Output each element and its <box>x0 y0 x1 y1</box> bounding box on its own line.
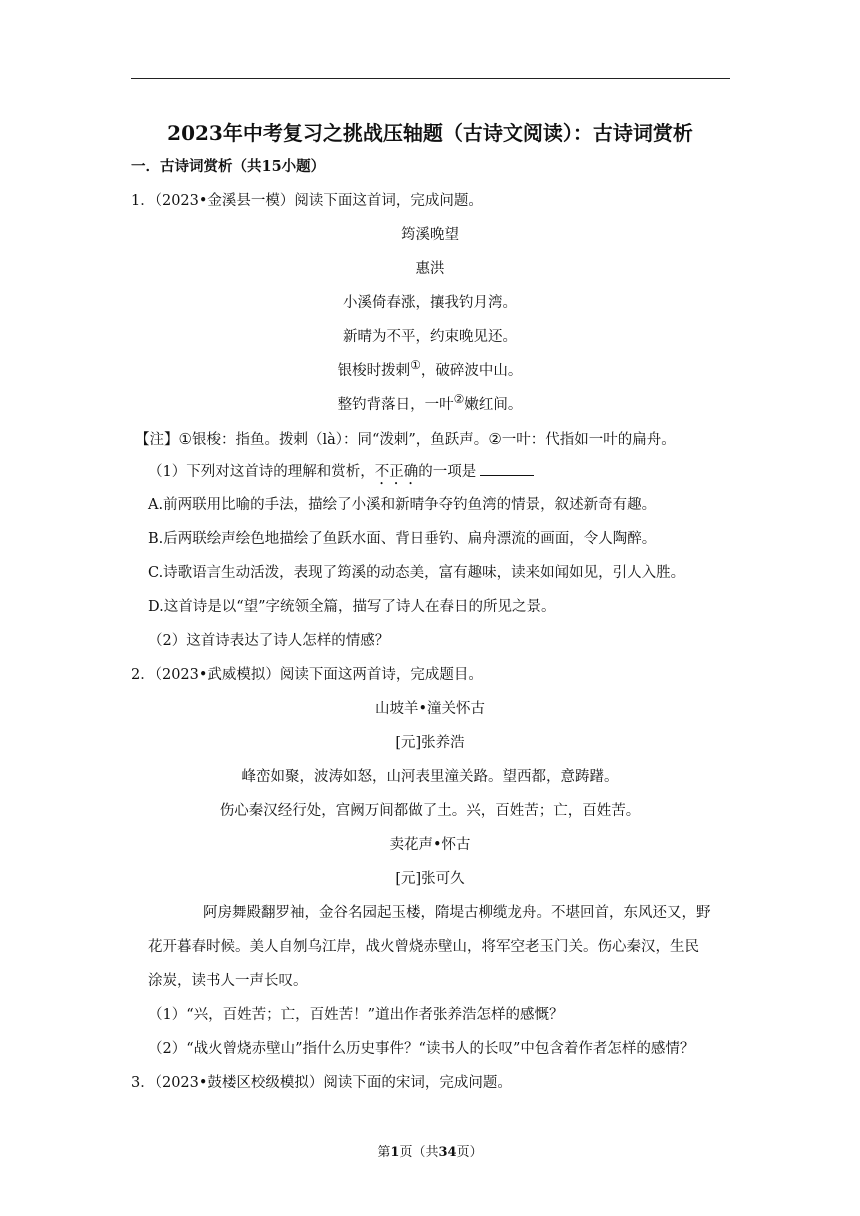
q2-sub1: （1）“兴，百姓苦；亡，百姓苦！”道出作者张养浩怎样的感慨？ <box>148 1007 564 1023</box>
note-marker-1: ① <box>410 358 421 373</box>
q2-poem2-author: [元]张可久 <box>395 871 465 887</box>
emphasis-text: 不正确 <box>374 464 419 480</box>
q2-poem1-line-1: 峰峦如聚，波涛如怒，山河表里潼关路。望西都，意踌躇。 <box>241 769 619 785</box>
q2-sub2: （2）“战火曾烧赤壁山”指什么历史事件？“读书人的长叹”中包含着作者怎样的感情？ <box>148 1041 695 1057</box>
q1-poem-title: 筠溪晚望 <box>401 227 459 243</box>
q1-option-b: B.后两联绘声绘色地描绘了鱼跃水面、背日垂钓、扁舟漂流的画面，令人陶醉。 <box>148 531 657 547</box>
q2-stem: 2．（2023•武威模拟）阅读下面这两首诗，完成题目。 <box>131 667 483 683</box>
header-rule <box>131 78 730 79</box>
note-marker-2: ② <box>453 392 465 407</box>
page-total: 34 <box>438 1145 457 1160</box>
q1-poem-line-3: 银梭时拨剌①，破碎波中山。 <box>337 358 523 379</box>
q1-option-c: C.诗歌语言生动活泼，表现了筠溪的动态美，富有趣味，读来如闻如见，引人入胜。 <box>148 565 686 581</box>
q1-author: 惠洪 <box>415 261 445 277</box>
page-number: 1 <box>390 1145 400 1160</box>
q2-poem2-title: 卖花声•怀古 <box>389 837 471 853</box>
q2-poem1-title: 山坡羊•潼关怀古 <box>374 701 486 717</box>
section-heading: 一．古诗词赏析（共15小题） <box>131 158 326 175</box>
q1-option-a: A.前两联用比喻的手法，描绘了小溪和新晴争夺钓鱼湾的情景，叙述新奇有趣。 <box>148 497 657 513</box>
q1-sub1: （1）下列对这首诗的理解和赏析，不正确的一项是 <box>148 461 860 488</box>
q2-poem1-author: [元]张养浩 <box>395 735 465 751</box>
page-footer: 第1页（共34页） <box>377 1145 483 1160</box>
answer-blank <box>480 461 534 476</box>
q1-poem-line-2: 新晴为不平，约束晚见还。 <box>343 329 517 345</box>
q1-sub2: （2）这首诗表达了诗人怎样的情感？ <box>148 633 390 649</box>
q1-poem-line-4: 整钓背落日，一叶②嫩红间。 <box>337 392 523 413</box>
q1-stem: 1．（2023•金溪县一模）阅读下面这首词，完成问题。 <box>131 193 483 209</box>
q1-option-d: D.这首诗是以“望”字统领全篇，描写了诗人在春日的所见之景。 <box>148 599 556 615</box>
q1-poem-line-1: 小溪倚春涨，攘我钓月湾。 <box>343 295 517 311</box>
q3-stem: 3．（2023•鼓楼区校级模拟）阅读下面的宋词，完成问题。 <box>131 1075 512 1091</box>
q2-poem2-line-2: 花开暮春时候。美人自刎乌江岸，战火曾烧赤壁山，将军空老玉门关。伤心秦汉，生民 <box>148 939 699 955</box>
q1-annotation: 【注】①银梭：指鱼。拨剌（là）：同“泼剌”，鱼跃声。②一叶：代指如一叶的扁舟。 <box>135 430 676 448</box>
page-title: 2023年中考复习之挑战压轴题（古诗文阅读）：古诗词赏析 <box>167 121 693 145</box>
q2-poem2-line-3: 涂炭，读书人一声长叹。 <box>148 973 308 989</box>
q2-poem1-line-2: 伤心秦汉经行处，宫阙万间都做了土。兴，百姓苦；亡，百姓苦。 <box>219 803 641 819</box>
q2-poem2-line-1: 阿房舞殿翻罗袖，金谷名园起玉楼，隋堤古柳缆龙舟。不堪回首，东风还又，野 <box>203 905 711 921</box>
